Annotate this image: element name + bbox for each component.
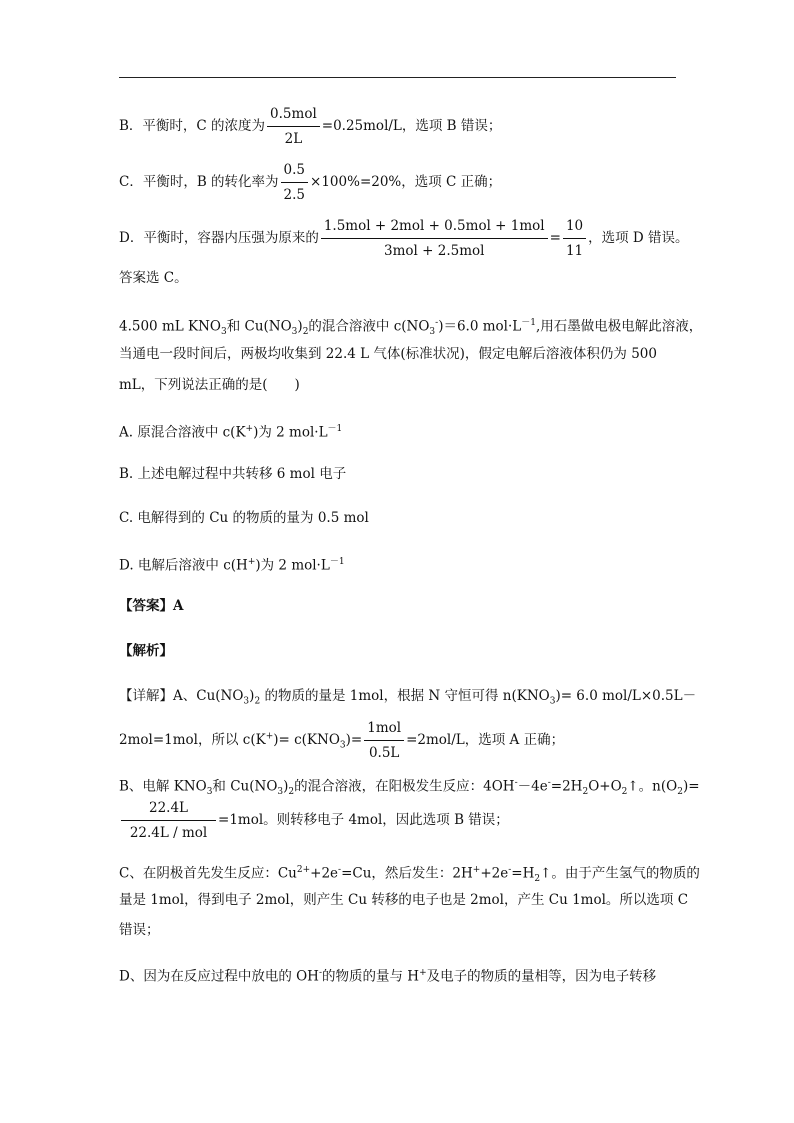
option-d: D. 电解后溶液中 c(H+)为 2 $mol\cdot L^{-1}$ — [119, 557, 345, 574]
analysis-label: 【解析】 — [119, 643, 173, 659]
option-a: A. 原混合溶液中 c(K+)为 2 $mol\cdot L^{-1}$ — [119, 424, 343, 441]
question-4-line-3: mL，下列说法正确的是( ) — [119, 377, 300, 393]
detail-a-line-1: 【详解】A、$Cu(NO_3)_2$ 的物质的量是 1mol，根据 N 守恒可得 $n(KNO_3)= 6.0$ mol/L×0.5L－ — [119, 688, 697, 707]
fraction: $\frac{\text{1mol}}{0.5L}$ — [364, 718, 404, 763]
option-b: B. 上述电解过程中共转移 6 mol 电子 — [119, 466, 347, 482]
fraction: $\frac{0.5}{2.5}$ — [281, 160, 308, 205]
header-rule — [119, 77, 676, 78]
line-option-c-calc: C．平衡时，B 的转化率为 $\frac{0.5}{2.5}$ ×100%=20%，选项 C 正确； — [119, 162, 502, 203]
detail-b-line-2: $\frac{22.4L}{\text{22.4L / mol}}$ =1mol。则转移电子 4mol，因此选项 B 错误； — [119, 798, 509, 843]
answer-previous: 答案选 C。 — [119, 270, 188, 286]
detail-a-line-2: 2mol=1mol，所以 $c(K^+)= c(KNO_3)=$ $\frac{\text{1mol}}{0.5L}$ =2mol/L，选项 A 正确； — [119, 720, 565, 761]
detail-b-line-1: B、电解 $KNO_3$和 $Cu(NO_3)_2$的混合溶液，在阳极发生反应：$4OH^--4e^-=2H_2O+O_2↑$。$n(O_2)=$ — [119, 778, 700, 798]
question-4-line-1: 4.500 mL $KNO_3$和 $Cu(NO_3)_2$的混合溶液中 $c(NO_3^-)=6.0$ $mol\cdot L^{-1}$,用石墨做电极电解此溶液， — [119, 318, 703, 338]
fraction: $\frac{22.4L}{\text{22.4L / mol}}$ — [121, 798, 216, 843]
detail-d-line-1: D、因为在反应过程中放电的 OH-的物质的量与 H+及电子的物质的量相等，因为电子转移 — [119, 968, 657, 985]
fraction: $\frac{\text{0.5mol}}{2L}$ — [267, 104, 320, 149]
detail-c-line-3: 错误； — [119, 922, 160, 938]
fraction: $\frac{10}{11}$ — [563, 216, 586, 261]
question-4-line-2: 当通电一段时间后，两极均收集到 22.4 L 气体(标准状况)，假定电解后溶液体积仍为 500 — [119, 346, 657, 362]
detail-c-line-2: 量是 1mol，得到电子 2mol，则产生 Cu 转移的电子也是 2mol，产生 Cu 1mol。所以选项 C — [119, 892, 689, 908]
answer-label: 【答案】A — [119, 598, 184, 614]
fraction: $\frac{\text{1.5mol + 2mol + 0.5mol + 1mol}}{\text{3mol + 2.5mol}}$ — [321, 216, 548, 261]
line-option-b-calc: B．平衡时，C 的浓度为 $\frac{\text{0.5mol}}{2L}$ =0.25mol/L，选项 B 错误； — [119, 106, 502, 147]
detail-c-line-1: C、在阴极首先发生反应：$Cu^{2+}+2e^-=Cu$，然后发生：$2H^++2e^-=H_2↑$。由于产生氢气的物质的 — [119, 865, 700, 885]
option-c: C. 电解得到的 Cu 的物质的量为 0.5 mol — [119, 510, 369, 526]
line-option-d-calc: D．平衡时，容器内压强为原来的 $\frac{\text{1.5mol + 2mol + 0.5mol + 1mol}}{\text{3mol + 2.5mol}}$ = $\frac{10}{11}$ ，选项 D 错误。 — [119, 218, 689, 259]
